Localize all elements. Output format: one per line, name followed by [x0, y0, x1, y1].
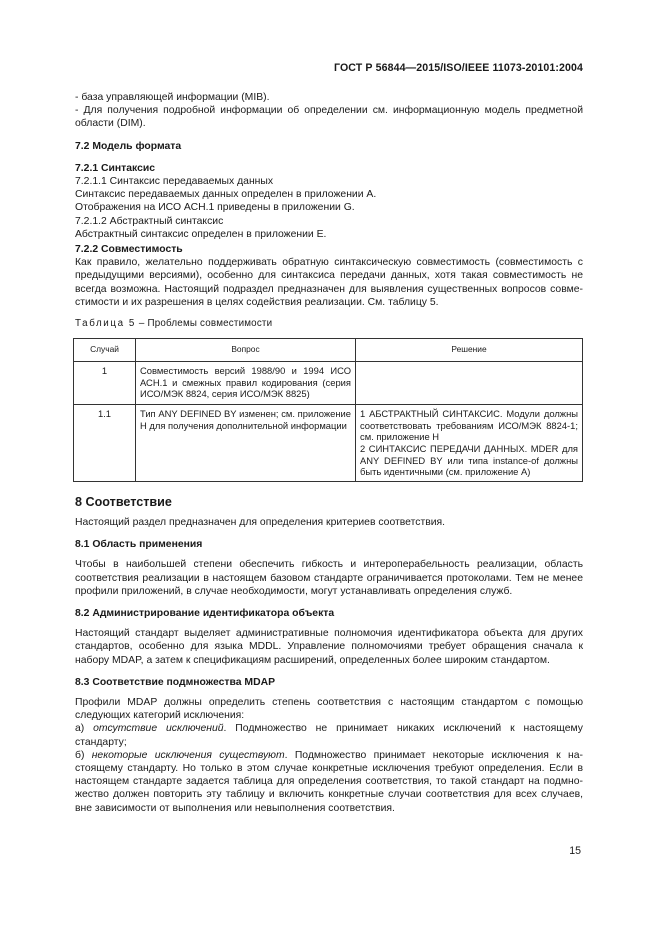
section-heading-8-1: 8.1 Область применения	[75, 539, 203, 551]
paragraph: Отображения на ИСО АСН.1 приведены в приложении G.	[75, 202, 355, 214]
paragraph: - Для получения подробной информации об определении см. информационную модель предметной области (DIM).	[75, 105, 583, 130]
table-cell: Совместимость версий 1988/90 и 1994 ИСО АСН.1 и смежных правил кодирования (серия ИСО/МЭК 8824, серия ИСО/МЭК 8825)	[136, 362, 356, 405]
table-row	[74, 405, 583, 482]
section-heading-7-2-1: 7.2.1 Синтаксис	[75, 162, 156, 174]
column-header: Вопрос	[136, 339, 356, 362]
table-cell	[356, 362, 583, 405]
section-heading-8-3: 8.3 Соответствие подмножества MDAP	[75, 676, 276, 688]
paragraph: Абстрактный синтаксис определен в приложении Е.	[75, 228, 327, 240]
section-heading-8: 8 Соответствие	[75, 494, 172, 509]
table-caption-label: Таблица 5	[75, 318, 136, 330]
paragraph: 7.2.1.1 Синтаксис передаваемых данных	[75, 176, 274, 188]
section-heading-7-2: 7.2 Модель формата	[75, 140, 182, 152]
table-caption-title: – Проблемы совместимости	[135, 318, 273, 330]
section-heading-8-2: 8.2 Администрирование идентификатора объекта	[75, 608, 335, 620]
page-number: 15	[569, 845, 581, 857]
list-text: . Подмножество принимает некоторые исключения к настоящему стандарту. Но только в этом случае конкретные исключения требуют определения. Если в настоящем стандарте задается таблица для определения соответствия, то такой стандарт на подмножество должен повторить эту таблицу и включить конкретные случаи соответствия для всех случаев, вне зависимости от выполнения или невыполнения соответствия.	[75, 749, 583, 814]
paragraph: - база управляющей информации (MIB).	[75, 92, 270, 103]
paragraph: 7.2.1.2 Абстрактный синтаксис	[75, 215, 224, 227]
paragraph: Настоящий стандарт выделяет административные полномочия идентификатора объекта для других стандартов, особенно для языка MDDL. Управление полномочиями требует обращения сначала к набору MDAP, а затем к спецификациям расширений, определенных более широким стандартом.	[75, 628, 583, 666]
list-marker: б)	[75, 749, 92, 761]
running-header: ГОСТ Р 56844—2015/ISO/IEEE 11073-20101:2004	[333, 62, 583, 74]
paragraph: Профили MDAP должны определить степень соответствия с настоящим стандартом с помощью следующих категорий исключения:	[75, 697, 583, 722]
column-header: Случай	[74, 339, 136, 362]
list-term: некоторые исключения существуют	[91, 749, 285, 761]
table-caption	[75, 317, 583, 330]
table-cell: 1 АБСТРАКТНЫЙ СИНТАКСИС. Модули должны соответствовать требованиям ИСО/МЭК 8824-1; см. приложение Н 2 СИНТАКСИС ПЕРЕДАЧИ ДАННЫХ. MDER для ANY DEFINED BY или типа instance-of должны быть идентичными (см. приложение А)	[356, 405, 583, 482]
table-cell: 1	[74, 362, 136, 405]
list-item	[75, 749, 583, 815]
paragraph: Настоящий раздел предназначен для определения критериев соответствия.	[75, 517, 446, 529]
table-cell: Тип ANY DEFINED BY изменен; см. приложение Н для получения дополнительной информации	[136, 405, 356, 482]
compatibility-table	[73, 338, 583, 482]
paragraph: Синтаксис передаваемых данных определен в приложении А.	[75, 189, 377, 201]
list-marker: а)	[75, 723, 94, 735]
list-term: отсутствие исключений	[93, 723, 224, 735]
page-content	[75, 91, 583, 815]
table-cell: 1.1	[74, 405, 136, 482]
list-item	[75, 722, 583, 748]
paragraph: Чтобы в наибольшей степени обеспечить гибкость и интероперабельность реализации, область соответствия реализации в настоящем базовом стандарте ограничивается протоколами. Тем не менее профили приложений, в случае необходимости, могут устанавливать определения служб.	[75, 559, 583, 597]
section-heading-7-2-2: 7.2.2 Совместимость	[75, 244, 183, 256]
paragraph: Как правило, желательно поддерживать обратную синтаксическую совместимость (совместимость с предыдущими версиями), особенно для синтаксиса передачи данных, хотя такая совместимость не всегда возможна. Настоящий подраздел предназначен для выявления существенных вопросов совместимости и их разрешения в целях содействия реализации. См. таблицу 5.	[75, 257, 583, 308]
column-header: Решение	[356, 339, 583, 362]
list-text: . Подмножество не принимает никаких исключений к настоящему стандарту;	[75, 723, 583, 748]
table-header-row	[74, 339, 583, 362]
table-row	[74, 362, 583, 405]
